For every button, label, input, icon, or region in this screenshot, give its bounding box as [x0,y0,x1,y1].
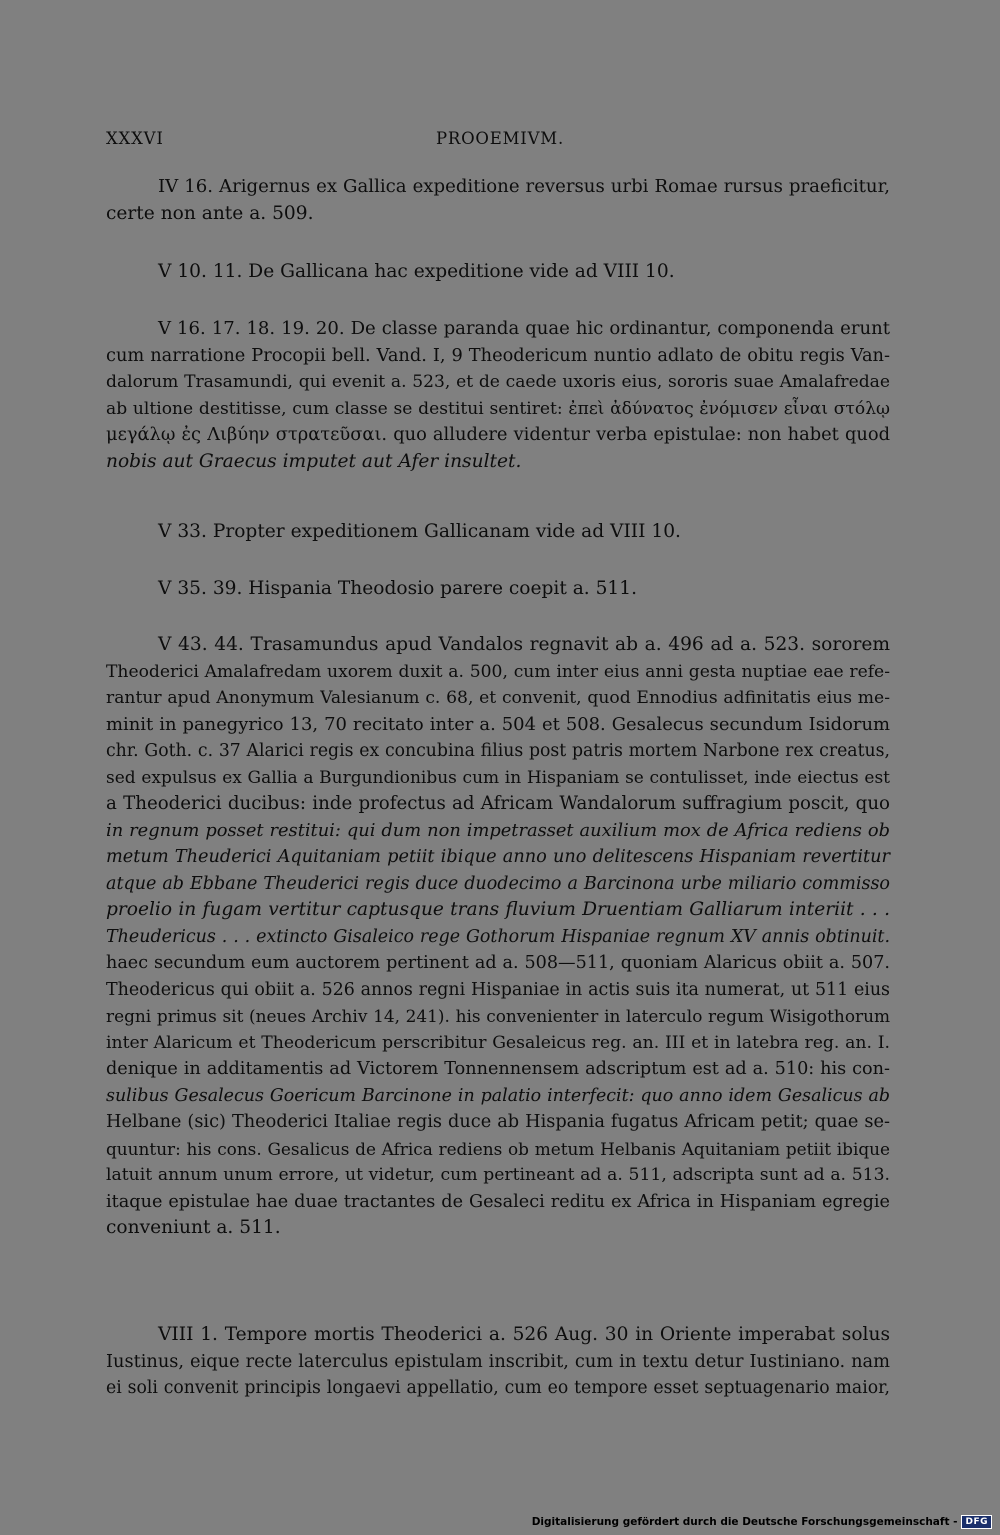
text-line: minit in panegyrico 13, 70 recitato inter a. 504 et 508. Gesalecus secundum Isidorum [106,713,890,735]
text-line: V 33. Propter expeditionem Gallicanam vide ad VIII 10. [158,521,681,542]
text-line: Helbane (sic) Theoderici Italiae regis duce ab Hispania fugatus Africam petit; quae se- [106,1112,890,1132]
text-line: Theoderici Amalafredam uxorem duxit a. 500, cum inter eius anni gesta nuptiae eae refe- [106,661,890,682]
text-line: a Theoderici ducibus: inde profectus ad Africam Wandalorum suffragium poscit, quo [106,793,890,814]
text-line: itaque epistulae hae duae tractantes de Gesaleci reditu ex Africa in Hispaniam egregie [106,1191,890,1212]
text-line: Theudericus . . . extincto Gisaleico rege Gothorum Hispaniae regnum XV annis obtinuit. [106,926,890,947]
text-line: metum Theuderici Aquitaniam petiit ibique anno uno delitescens Hispaniam revertitur [106,847,890,867]
paragraph-v-10-11 [106,259,890,286]
text-line: sed expulsus ex Gallia a Burgundionibus cum in Hispaniam se contulisset, inde eiectus est [106,767,890,788]
text-line: chr. Goth. c. 37 Alarici regis ex concubina filius post patris mortem Narbone rex creatus, [106,741,890,761]
paragraph-v-33 [106,519,890,546]
footer-credit: Digitalisierung gefördert durch die Deutsche Forschungsgemeinschaft - [531,1516,958,1528]
paragraph-iv-16 [106,174,890,227]
text-line: V 35. 39. Hispania Theodosio parere coepit a. 511. [158,578,638,599]
text-line: Theodericus qui obiit a. 526 annos regni Hispaniae in actis suis ita numerat, ut 511 eius [106,979,890,1000]
text-line: atque ab Ebbane Theuderici regis duce duodecimo a Barcinona urbe miliario commisso [106,873,890,894]
text-line: Iustinus, eique recte laterculus epistulam inscribit, cum in textu detur Iustiniano. nam [106,1350,890,1372]
paragraph-viii-1 [106,1322,890,1402]
text-line: haec secundum eum auctorem pertinent ad a. 508—511, quoniam Alaricus obiit a. 507. [106,953,890,973]
paragraph-v-35-39 [106,576,890,603]
text-line: conveniunt a. 511. [106,1217,281,1238]
text-line: ei soli convenit principis longaevi appellatio, cum eo tempore esset septuagenario maior, [106,1378,890,1398]
text-line: regni primus sit (neues Archiv 14, 241). his convenienter in laterculo regum Wisigothorum [106,1006,890,1026]
text-line: denique in additamentis ad Victorem Tonnennensem adscriptum est ad a. 510: his con- [106,1059,890,1079]
text-line: IV 16. Arigernus ex Gallica expeditione reversus urbi Romae rursus praeficitur, [158,176,890,197]
page-number: XXXVI [106,129,164,148]
text-line: sulibus Gesalecus Goericum Barcinone in palatio interfecit: quo anno idem Gesalicus ab [106,1085,890,1106]
text-line: ab ultione destitisse, cum classe se destitui sentiret: ἐπεὶ ἀδύνατος ἐνόμισεν εἶναι στόλῳ [106,398,890,419]
text-line: quuntur: his cons. Gesalicus de Africa rediens ob metum Helbanis Aquitaniam petiit ibique [106,1138,890,1159]
text-line: rantur apud Anonymum Valesianum c. 68, et convenit, quod Ennodius adfinitatis eius me- [106,688,890,708]
page-header [106,129,894,153]
text-line: dalorum Trasamundi, qui evenit a. 523, et de caede uxoris eius, sororis suae Amalafredae [106,372,890,392]
text-line: certe non ante a. 509. [106,202,314,224]
running-head: PROOEMIVM. [435,129,565,148]
paragraph-v-43-44 [106,632,890,1242]
dfg-logo: DFG [961,1515,992,1529]
text-line: proelio in fugam vertitur captusque trans fluvium Druentiam Galliarum interiit . . . [106,899,890,920]
text-line: V 16. 17. 18. 19. 20. De classe paranda quae hic ordinantur, componenda erunt [158,318,890,339]
text-line: nobis aut Graecus imputet aut Afer insultet. [106,450,522,472]
text-line: inter Alaricum et Theodericum perscribitur Gesaleicus reg. an. III et in latebra reg. an. I. [106,1032,890,1053]
text-line: cum narratione Procopii bell. Vand. I, 9 Theodericum nuntio adlato de obitu regis Van- [106,344,890,366]
text-line: latuit annum unum errore, ut videtur, cum pertineant ad a. 511, adscripta sunt ad a. 513. [106,1165,890,1185]
text-line: V 43. 44. Trasamundus apud Vandalos regnavit ab a. 496 ad a. 523. sororem [158,634,890,655]
text-line: VIII 1. Tempore mortis Theoderici a. 526 Aug. 30 in Oriente imperabat solus [158,1324,890,1345]
text-line: V 10. 11. De Gallicana hac expeditione vide ad VIII 10. [158,261,675,282]
text-line: μεγάλῳ ἐς Λιβύην στρατεῦσαι. quo alludere videntur verba epistulae: non habet quod [106,424,890,445]
text-line: in regnum posset restitui: qui dum non impetrasset auxilium mox de Africa rediens ob [106,819,890,841]
digitization-footer [532,1515,992,1529]
paragraph-v-16-20 [106,316,890,475]
